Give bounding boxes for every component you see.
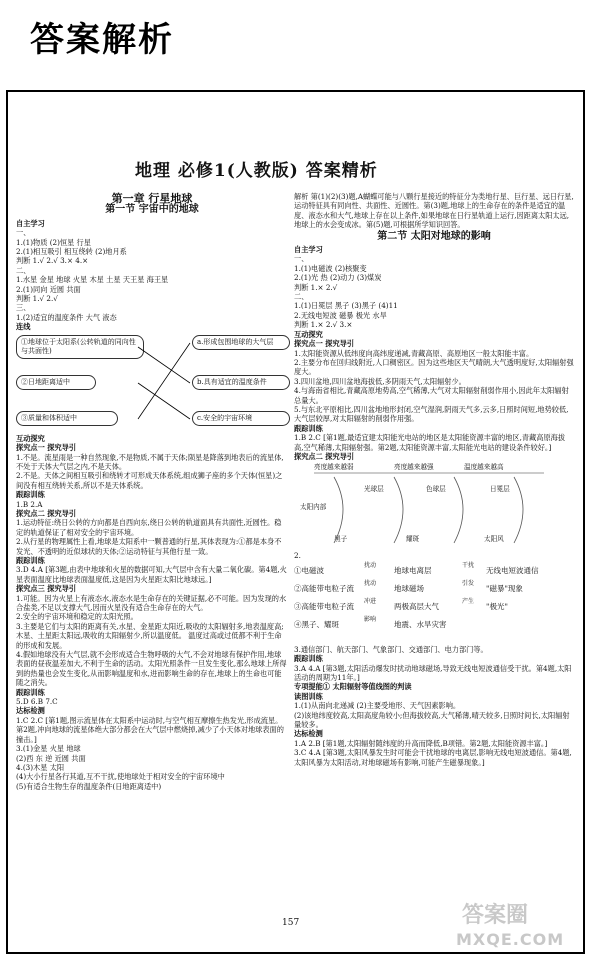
answer-line: 3.D 4.A [第3题,由表中地球和火星的数据可知,大气层中含有大量二氧化碳。第4题,火星表面温度比地球表面温度低,这是因为火星距太阳比地球远。] [16,565,287,584]
answer-line: 自主学习 [16,218,45,228]
answer-line: 探究点一 探究导引 [294,339,355,349]
flow-arrow-label: 干扰 [462,561,475,569]
solar-activity-flow [294,561,574,642]
answer-line: 2.从行星的物理属性上看,地球是太阳系中一颗普通的行星,其体表现为:①都是本身不发光、不透明的近似球状的天体;②运动特征与其他行星一致。 [16,537,282,556]
diagram-label: 色球层 [426,485,446,494]
answer-line: 2.(1)相互吸引 相互绕转 (2)地月系 [16,247,127,257]
answer-line: 1.(1)从南向北递减 (2)主要受地形、天气因素影响。 [294,701,461,711]
answer-line: 3.(1)金星 火星 地球 [16,744,81,754]
answer-line: 读图训练 [294,691,323,701]
flow-arrow-label: 扰动 [364,561,377,569]
flow-arrow-label: 引发 [462,579,475,587]
flow-arrow-label: 产生 [462,597,475,605]
solar-atmosphere-diagram [294,463,574,549]
answer-line: 4.假如地球没有大气层,就不会形成适合生物呼吸的大气,不会对地球有保护作用,地球表面的昼夜温差加大,不利于生命的活动。太阳光照条件一旦发生变化,那么地球上所得到的热量也会发生变化,从而影响温度和水,进而影响生命的存在,地球上的生命也可能随之消失。 [16,650,287,688]
matching-lines [136,335,196,431]
answer-line: (5)有适合生物生存的温度条件(日地距离适中) [16,781,162,791]
answer-line: 互动探究 [16,433,45,443]
watermark-url: MXQE.COM [456,930,565,949]
answer-line: 专项提能① 太阳辐射等值线图的判读 [294,682,412,692]
left-column [16,192,288,791]
flow-node: ②高能带电粒子流 [294,583,354,593]
left-answer-lines-continued [16,434,288,791]
diagram-right-item: b.具有适宜的温度条件 [192,375,290,390]
answer-line: 判断 1.√ 2.√ [16,294,58,304]
answer-line: (2)西 东 逆 近圆 共面 [16,753,86,763]
answer-line: 跟踪训练 [294,654,323,664]
answer-line: 4.(3)木星 太阳 [16,762,65,772]
layer-boundary-arc [454,477,463,543]
answer-line: 1.太阳能资源从低纬度向高纬度递减,青藏高原、高原地区一般太阳能丰富。 [294,348,534,358]
answer-line: (4)大小行星各行其道,互不干扰,使地球处于相对安全的宇宙环境中 [16,772,225,782]
answer-line: 1.运动特征:绕日公转的方向都是自西向东,绕日公转的轨道面具有共面性,近圆性。稳定的轨道保证了相对安全的宇宙环境。 [16,518,282,537]
answer-line: 达标检测 [294,729,323,739]
answer-line: 1.(1)电磁波 (2)核聚变 [294,263,367,273]
answer-line: 2.(1)同向 近圆 共面 [16,284,81,294]
chapter-heading: 第一章 行星地球 [111,192,193,205]
answer-line: 探究点一 探究导引 [16,443,77,453]
diagram-label: 耀斑 [406,535,420,544]
answer-line: 2.无线电短波 磁暴 极光 水旱 [294,310,387,320]
answer-line: 3.主要是它们与太阳的距离有关,水星、金星距太阳近,吸收的太阳辐射多,地表温度高;木星、土星距太阳远,吸收的太阳辐射少,所以温度低。 温度过高或过低都不利于生命的形成和发展。 [16,621,284,650]
answer-line: 跟踪训练 [16,490,45,500]
answer-line: 2.不是。天体之间相互吸引和绕转才可形成天体系统,组成狮子座的多个天体(恒星)之间没有相互绕转关系,所以不是天体系统。 [16,471,283,490]
answer-line: 互动探究 [294,329,323,339]
diagram-label: 光球层 [364,485,384,494]
answer-line: 跟踪训练 [294,423,323,433]
answer-line: 1.(1)日冕层 黑子 (3)黑子 (4)11 [294,301,398,311]
section-heading-2: 第二节 太阳对地球的影响 [377,230,491,242]
diagram-label: 黑子 [334,535,348,544]
diagram-label: 亮度越来越强 [394,463,434,472]
answer-line: 1.A 2.B [第1题,太阳辐射随纬度的升高而降低,B项错。第2题,太阳能资源丰富。] [294,738,548,748]
layer-boundary-arc [334,477,343,543]
answer-line: 跟踪训练 [16,687,45,697]
answer-line: 一、 [16,228,31,238]
left-answer-lines [16,219,288,332]
flow-node: ④黑子、耀斑 [294,619,339,629]
right-answer-lines [294,245,574,767]
diagram-label: 日冕层 [490,485,510,494]
flow-arrow-label: 扰动 [364,579,377,587]
answer-line: 一、 [294,254,309,264]
answer-line: 连线 [16,322,31,332]
diagram-left-item: ③质量和体积适中 [16,411,118,426]
flow-node: ③高能带电粒子流 [294,601,354,611]
flow-arrow-label: 影响 [364,615,377,623]
flow-node: 地球电离层 [394,565,432,575]
diagram-label: 亮度越来越弱 [314,463,354,472]
answer-line: 二、 [16,265,31,275]
answer-line: 1.B 2.C [第1题,最适宜建太阳能光电站的地区是太阳能资源丰富的地区,青藏高原海拔高,空气稀薄,太阳辐射强。第2题,太阳能资源丰富,太阳能光电站的建设条件较好。] [294,433,566,452]
answer-line: 1.水星 金星 地球 火星 木星 土星 天王星 海王星 [16,275,169,285]
answer-line: (2)该地纬度较高,太阳高度角较小;但海拔较高,大气稀薄,晴天较多,日照时间长,太阳辐射量较多。 [294,710,570,730]
section-heading: 第一节 宇宙中的地球 [105,204,199,216]
watermark-logo: 答案圈 [462,903,529,928]
answer-line: 5.D 6.B 7.C [16,697,58,707]
answer-line: 1.(2)适宜的温度条件 大气 液态 [16,312,117,322]
answer-line: 自主学习 [294,245,323,255]
flow-node: "磁暴"现象 [486,583,523,593]
answer-line: 2.安全的宇宙环境和稳定的太阳光照。 [16,612,138,622]
answer-line: 4.与海南省相比,青藏高原地势高,空气稀薄,大气对太阳辐射削弱作用小,因此年太阳辐射总量大。 [294,386,569,405]
answer-line: 1.可能。因为火星上有液态水,液态水是生命存在的关键证据,必不可能。因为发现的水合盐类,不足以支撑大气,因而火星没有适合生命存在的大气。 [16,593,287,612]
flow-node: ①电磁波 [294,565,324,575]
answer-line: 3.四川盆地,四川盆地海拔低,多阴雨天气,太阳辐射少。 [294,376,466,386]
answer-line: 1.不是。流星雨是一种自然现象,不是物质,不属于天体;陨星是降落到地表后的流星体,不处于天体大气层之内,不是天体。 [16,452,284,471]
answer-line: 二、 [294,292,309,302]
answer-line: 2.主要分布在回归线附近,人口稠密区。因为这些地区天气晴朗,大气透明度好,太阳辐射强度大。 [294,357,574,377]
answer-line: 解析 第(1)(2)(3)题,A蝴蝶可能与八颗行星接近的特征分为类地行星、巨行星、远日行星,运动特征具有同向性、共面性、近圆性。第(3)题,地球上的生命存在的条件是适宜的温度、液态水和大气,地球上存在以上条件,如果地球在日行星轨道上运行,因距离太阳太远,地球上的水会变成冰。第(5)题,可根据所学知识回答。 [294,192,574,230]
diagram-right-item: a.形成包围地球的大气层 [192,335,290,350]
diagram-label: 太阳风 [484,535,504,544]
answer-line: 5.与东北平原相比,四川盆地地形封闭,空气湿润,阴雨天气多,云多,日照时间短,地势较低,大气层较厚,对太阳辐射的削弱作用强。 [294,404,569,424]
flow-node: 地球磁场 [394,583,424,593]
flow-node: 两极高层大气 [394,601,439,611]
page-number: 157 [282,918,300,928]
answer-line: 1.C 2.C [第1题,图示流星体在太阳系中运动时,与空气相互摩擦生热发光,形成流星。第2题,冲向地球的流星体绝大部分都会在大气层中燃烧掉,减少了小天体对地球表面的撞击。] [16,715,284,744]
diagram-left-item: ②日地距离适中 [16,375,96,390]
diagram-arcs [294,463,554,549]
diagram-right-item: c.安全的宇宙环境 [192,411,290,426]
answer-line: 3.C 4.A [第3题,太阳风暴发生时可能会干扰地球的电离层,影响无线电短波通信。第4题,太阳风暴为太阳活动,对地球磁场有影响,可能产生磁暴现象。] [294,748,572,767]
answer-line: 1.B 2.A [16,499,43,509]
answer-line: 跟踪训练 [16,555,45,565]
flow-node: 地震、水旱灾害 [394,619,447,629]
answer-line: 2.(1)光 热 (2)动力 (3)煤炭 [294,273,382,283]
answer-line: 3.通信部门、航天部门、气象部门、交通部门、电力部门等。 [294,644,488,654]
layer-boundary-arc [514,477,523,543]
flow-node: 无线电短波通信 [486,565,539,575]
answer-line: 1.(1)物质 (2)恒星 行星 [16,237,91,247]
answer-line: 判断 1.× 2.√ [294,282,338,292]
diagram-label: 温度越来越高 [464,463,504,472]
answer-line: 3.A 4.A [第3题,太阳活动爆发时扰动地球磁场,导致无线电短波通信受干扰。第4题,太阳活动的周期为11年。] [294,663,572,682]
flow-arrow-label: 冲进 [364,597,377,605]
answer-line: 探究点二 探究导引 [294,451,355,461]
right-column [294,192,574,767]
page-title: 地理 必修1(人教版) 答案精析 [135,161,378,181]
matching-diagram [16,335,288,431]
answer-line: 三、 [16,303,31,313]
diagram-left-item: ①地球位于太阳系(公转轨道的同向性与共面性) [16,335,144,359]
answer-line: 判断 1.× 2.√ 3.× [294,320,353,330]
page-header-title: 答案解析 [30,20,174,60]
layer-boundary-arc [394,477,403,543]
answer-line: 达标检测 [16,706,45,716]
answer-line: 判断 1.√ 2.√ 3.× 4.× [16,256,89,266]
right-intro-lines [294,192,574,230]
diagram-label: 太阳内部 [300,503,327,512]
answer-line: 探究点三 探究导引 [16,584,77,594]
answer-line: 2. [294,551,301,561]
answer-line: 探究点二 探究导引 [16,508,77,518]
flow-node: "极光" [486,601,508,611]
